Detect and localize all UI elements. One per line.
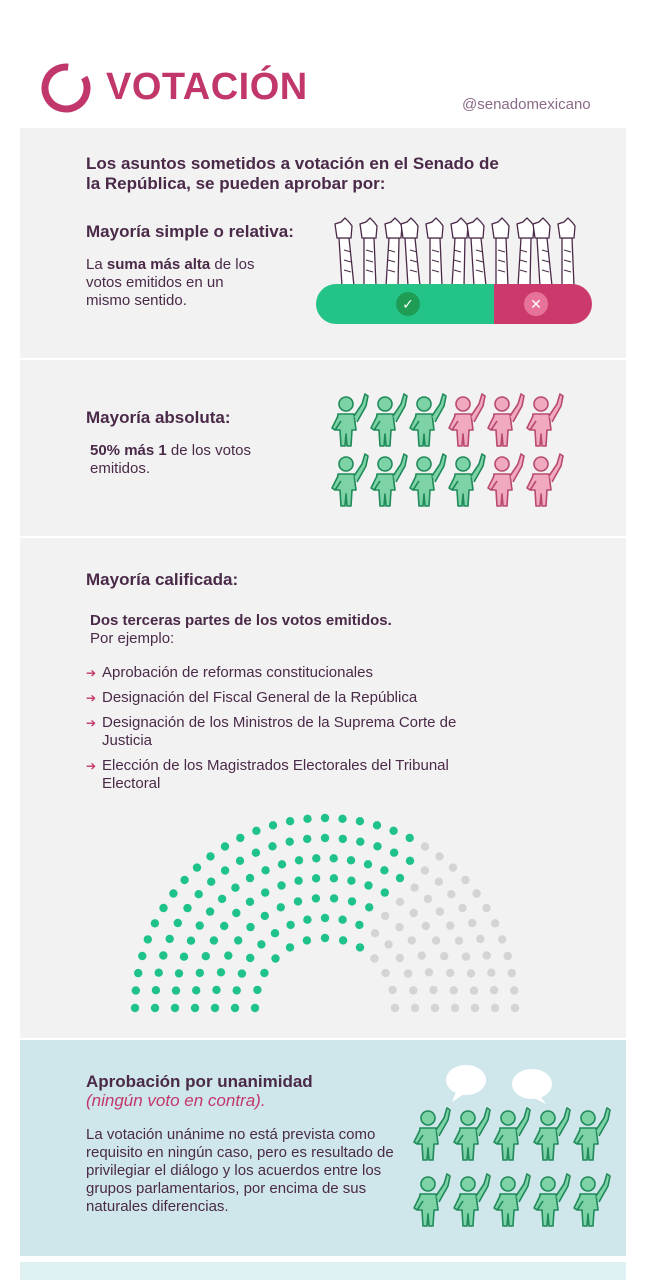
seat-dot xyxy=(212,986,220,994)
seat-dot xyxy=(251,1004,259,1012)
seat-dot xyxy=(472,889,480,897)
seat-dot xyxy=(421,866,429,874)
seat-dot xyxy=(435,852,443,860)
seat-dot xyxy=(159,951,167,959)
seat-dot xyxy=(462,953,470,961)
person-icon xyxy=(449,454,485,506)
person-icon xyxy=(410,454,446,506)
seat-dot xyxy=(411,1004,419,1012)
seat-dot xyxy=(211,1004,219,1012)
seat-dot xyxy=(511,1004,519,1012)
seat-dot xyxy=(246,923,254,931)
seat-dot xyxy=(294,877,302,885)
seat-dot xyxy=(447,890,455,898)
seat-dot xyxy=(410,909,418,917)
person-icon xyxy=(332,454,368,506)
absolute-majority-section xyxy=(20,360,626,536)
seat-dot xyxy=(286,921,294,929)
person-icon xyxy=(454,1174,490,1226)
seat-dot xyxy=(246,954,254,962)
seat-dot xyxy=(144,935,152,943)
raised-arms-illustration xyxy=(330,216,590,286)
seat-dot xyxy=(303,835,311,843)
seat-dot xyxy=(406,857,414,865)
person-icon xyxy=(371,454,407,506)
seat-dot xyxy=(295,856,303,864)
raised-arm-icon xyxy=(467,218,486,286)
seat-dot xyxy=(174,919,182,927)
seat-dot xyxy=(220,922,228,930)
header xyxy=(0,0,646,128)
seat-dot xyxy=(339,835,347,843)
seat-dot xyxy=(232,909,240,917)
seat-dot xyxy=(508,969,516,977)
seat-dot xyxy=(371,929,379,937)
seat-dot xyxy=(510,986,518,994)
seat-dot xyxy=(356,817,364,825)
seat-dot xyxy=(389,827,397,835)
seat-dot xyxy=(261,866,269,874)
page-title: VOTACIÓN xyxy=(106,66,308,108)
social-handle[interactable]: @senadomexicano xyxy=(462,96,591,113)
raised-arm-icon xyxy=(360,218,377,286)
seat-dot xyxy=(440,952,448,960)
arrow-icon: ➔ xyxy=(86,691,97,705)
unanimous-people-grid xyxy=(412,1106,622,1236)
list-item: ➔ Aprobación de reformas constitucionales xyxy=(86,664,373,681)
list-item: ➔ Designación del Fiscal General de la República xyxy=(86,689,418,706)
seat-dot xyxy=(217,968,225,976)
seat-dot xyxy=(286,943,294,951)
seat-dot xyxy=(180,953,188,961)
seat-dot xyxy=(410,884,418,892)
seat-dot xyxy=(172,986,180,994)
seat-dot xyxy=(408,936,416,944)
seat-dot xyxy=(206,907,214,915)
raised-arm-icon xyxy=(401,218,420,286)
seat-dot xyxy=(348,897,356,905)
person-icon xyxy=(454,1108,490,1160)
seat-dot xyxy=(224,951,232,959)
seat-dot xyxy=(396,874,404,882)
seat-dot xyxy=(338,916,346,924)
person-icon xyxy=(534,1108,570,1160)
seat-dot xyxy=(446,921,454,929)
seat-dot xyxy=(191,1004,199,1012)
seat-dot xyxy=(467,969,475,977)
seat-dot xyxy=(303,936,311,944)
seat-dot xyxy=(278,860,286,868)
seat-dot xyxy=(476,935,484,943)
seat-dot xyxy=(166,935,174,943)
seat-dot xyxy=(151,919,159,927)
person-icon xyxy=(449,394,485,446)
seat-dot xyxy=(195,890,203,898)
seat-dot xyxy=(422,922,430,930)
vote-result-bar xyxy=(316,284,592,324)
seat-dot xyxy=(221,842,229,850)
seat-dot xyxy=(355,921,363,929)
seat-dot xyxy=(418,951,426,959)
seat-dot xyxy=(451,1004,459,1012)
seat-dot xyxy=(470,986,478,994)
seat-dot xyxy=(151,1004,159,1012)
seat-dot xyxy=(246,874,254,882)
seat-dot xyxy=(421,842,429,850)
seat-dot xyxy=(169,889,177,897)
qualified-majority-text xyxy=(90,612,490,648)
seat-dot xyxy=(238,969,246,977)
cross-icon: ✕ xyxy=(524,292,548,316)
seat-dot xyxy=(432,936,440,944)
seat-dot xyxy=(396,954,404,962)
seat-dot xyxy=(471,1004,479,1012)
seat-dot xyxy=(404,969,412,977)
seat-dot xyxy=(132,986,140,994)
seat-dot xyxy=(159,904,167,912)
seat-dot xyxy=(482,904,490,912)
seat-dot xyxy=(180,876,188,884)
next-section-edge xyxy=(20,1262,626,1280)
example-label: Por ejemplo: xyxy=(90,630,175,647)
seat-dot xyxy=(449,863,457,871)
seat-dot xyxy=(192,986,200,994)
speech-bubbles-icon xyxy=(440,1062,560,1104)
seat-dot xyxy=(390,849,398,857)
seat-dot xyxy=(450,986,458,994)
qualified-subheading: Dos terceras partes de los votos emitidos. xyxy=(90,612,392,629)
seat-dot xyxy=(425,968,433,976)
seat-dot xyxy=(364,860,372,868)
seat-dot xyxy=(196,969,204,977)
person-icon xyxy=(494,1174,530,1226)
seat-dot xyxy=(321,934,329,942)
people-vote-grid xyxy=(330,390,580,510)
seat-dot xyxy=(391,1004,399,1012)
seat-dot xyxy=(491,1004,499,1012)
seat-dot xyxy=(396,898,404,906)
unanimous-subheading: (ningún voto en contra). xyxy=(86,1091,266,1110)
seat-dot xyxy=(312,894,320,902)
seat-dot xyxy=(370,954,378,962)
seat-dot xyxy=(424,895,432,903)
seat-dot xyxy=(261,888,269,896)
seat-dot xyxy=(277,903,285,911)
seat-dot xyxy=(431,1004,439,1012)
seat-dot xyxy=(271,954,279,962)
unanimous-section xyxy=(20,1040,626,1256)
list-item: ➔ Designación de los Ministros de la Suprema Corte de Justicia xyxy=(86,714,457,749)
seat-dot xyxy=(131,1004,139,1012)
seat-dot xyxy=(260,969,268,977)
seat-dot xyxy=(155,969,163,977)
seat-dot xyxy=(261,912,269,920)
seat-dot xyxy=(395,923,403,931)
raised-arm-icon xyxy=(451,218,468,286)
seat-dot xyxy=(468,919,476,927)
absolute-majority-text: 50% más 1 de los votos emitidos. xyxy=(90,442,251,477)
seat-dot xyxy=(330,874,338,882)
seat-dot xyxy=(381,969,389,977)
check-icon: ✓ xyxy=(396,292,420,316)
arrow-icon: ➔ xyxy=(86,666,97,680)
seat-dot xyxy=(233,986,241,994)
person-icon xyxy=(371,394,407,446)
seat-dot xyxy=(294,897,302,905)
seat-dot xyxy=(373,821,381,829)
seat-dot xyxy=(330,894,338,902)
seat-dot xyxy=(175,969,183,977)
seat-dot xyxy=(206,852,214,860)
seat-dot xyxy=(356,943,364,951)
seat-dot xyxy=(183,904,191,912)
seat-dot xyxy=(193,863,201,871)
person-icon xyxy=(527,454,563,506)
person-icon xyxy=(574,1108,610,1160)
seat-dot xyxy=(202,952,210,960)
seat-dot xyxy=(429,986,437,994)
seat-dot xyxy=(381,888,389,896)
raised-arm-icon xyxy=(426,218,443,286)
raised-arm-icon xyxy=(335,218,354,286)
seat-dot xyxy=(246,898,254,906)
seat-dot xyxy=(406,834,414,842)
seat-dot xyxy=(138,952,146,960)
seat-dot xyxy=(236,857,244,865)
qualified-majority-section xyxy=(20,538,626,1038)
seat-dot xyxy=(218,895,226,903)
person-icon xyxy=(410,394,446,446)
seat-dot xyxy=(252,827,260,835)
seat-dot xyxy=(338,815,346,823)
qualified-majority-heading: Mayoría calificada: xyxy=(86,570,239,589)
seat-dot xyxy=(196,921,204,929)
votes-in-favor-segment xyxy=(316,284,494,324)
seat-dot xyxy=(388,986,396,994)
seat-dot xyxy=(257,940,265,948)
seat-dot xyxy=(268,842,276,850)
seat-dot xyxy=(339,936,347,944)
seat-dot xyxy=(134,969,142,977)
seat-dot xyxy=(321,914,329,922)
absolute-majority-heading: Mayoría absoluta: xyxy=(86,408,231,427)
seat-dot xyxy=(231,1004,239,1012)
seat-dot xyxy=(373,842,381,850)
raised-arm-icon xyxy=(533,218,552,286)
seat-dot xyxy=(356,838,364,846)
seat-dot xyxy=(347,877,355,885)
intro-text: Los asuntos sometidos a votación en el Senado de la República, se pueden aprobar por: xyxy=(86,154,499,193)
arrow-icon: ➔ xyxy=(86,759,97,773)
seat-dot xyxy=(171,1004,179,1012)
seat-dot xyxy=(269,821,277,829)
examples-list xyxy=(84,664,504,800)
seat-dot xyxy=(286,817,294,825)
seat-dot xyxy=(381,912,389,920)
chamber-seats-diagram xyxy=(120,808,530,1018)
raised-arm-icon xyxy=(517,218,534,286)
seat-dot xyxy=(458,904,466,912)
senate-logo-icon xyxy=(40,62,92,114)
seat-dot xyxy=(231,884,239,892)
simple-majority-section xyxy=(20,128,626,358)
seat-dot xyxy=(303,916,311,924)
seat-dot xyxy=(286,838,294,846)
seat-dot xyxy=(455,937,463,945)
seat-dot xyxy=(504,952,512,960)
seat-dot xyxy=(330,854,338,862)
seat-dot xyxy=(409,986,417,994)
person-icon xyxy=(534,1174,570,1226)
seat-dot xyxy=(252,849,260,857)
seat-dot xyxy=(446,969,454,977)
seat-dot xyxy=(253,986,261,994)
list-item: ➔ Elección de los Magistrados Electorales del Tribunal Electoral xyxy=(86,757,449,792)
seat-dot xyxy=(461,876,469,884)
arrow-icon: ➔ xyxy=(86,716,97,730)
person-icon xyxy=(488,454,524,506)
seat-dot xyxy=(347,856,355,864)
person-icon xyxy=(527,394,563,446)
votes-against-segment xyxy=(494,284,592,324)
seat-dot xyxy=(491,919,499,927)
seat-dot xyxy=(312,854,320,862)
seat-dot xyxy=(483,951,491,959)
person-icon xyxy=(332,394,368,446)
seat-dot xyxy=(221,866,229,874)
raised-arm-icon xyxy=(558,218,575,286)
seat-dot xyxy=(487,969,495,977)
seat-dot xyxy=(187,937,195,945)
seat-dot xyxy=(436,907,444,915)
seat-dot xyxy=(498,935,506,943)
seat-dot xyxy=(234,936,242,944)
person-icon xyxy=(494,1108,530,1160)
seat-dot xyxy=(365,903,373,911)
seat-dot xyxy=(207,878,215,886)
seat-dot xyxy=(364,881,372,889)
person-icon xyxy=(414,1108,450,1160)
seat-dot xyxy=(152,986,160,994)
seat-dot xyxy=(321,814,329,822)
seat-dot xyxy=(236,834,244,842)
person-icon xyxy=(574,1174,610,1226)
simple-majority-heading: Mayoría simple o relativa: xyxy=(86,222,294,241)
seat-dot xyxy=(210,936,218,944)
seat-dot xyxy=(312,874,320,882)
seat-dot xyxy=(321,834,329,842)
unanimous-text: La votación unánime no está prevista como requisito en ningún caso, pero es resultado de privilegiar el diálogo y los acuerdos entre los grupos parlamentarios, por encima de sus naturales diferencias. xyxy=(86,1126,394,1215)
raised-arm-icon xyxy=(492,218,509,286)
seat-dot xyxy=(380,866,388,874)
seat-dot xyxy=(277,881,285,889)
simple-majority-text: La suma más alta de los votos emitidos en un mismo sentido. xyxy=(86,256,255,309)
seat-dot xyxy=(435,878,443,886)
raised-arm-icon xyxy=(385,218,402,286)
unanimous-heading: Aprobación por unanimidad (ningún voto en contra). xyxy=(86,1072,313,1110)
person-icon xyxy=(414,1174,450,1226)
seat-dot xyxy=(271,929,279,937)
person-icon xyxy=(488,394,524,446)
seat-dot xyxy=(384,940,392,948)
seat-dot xyxy=(490,986,498,994)
seat-dot xyxy=(303,815,311,823)
